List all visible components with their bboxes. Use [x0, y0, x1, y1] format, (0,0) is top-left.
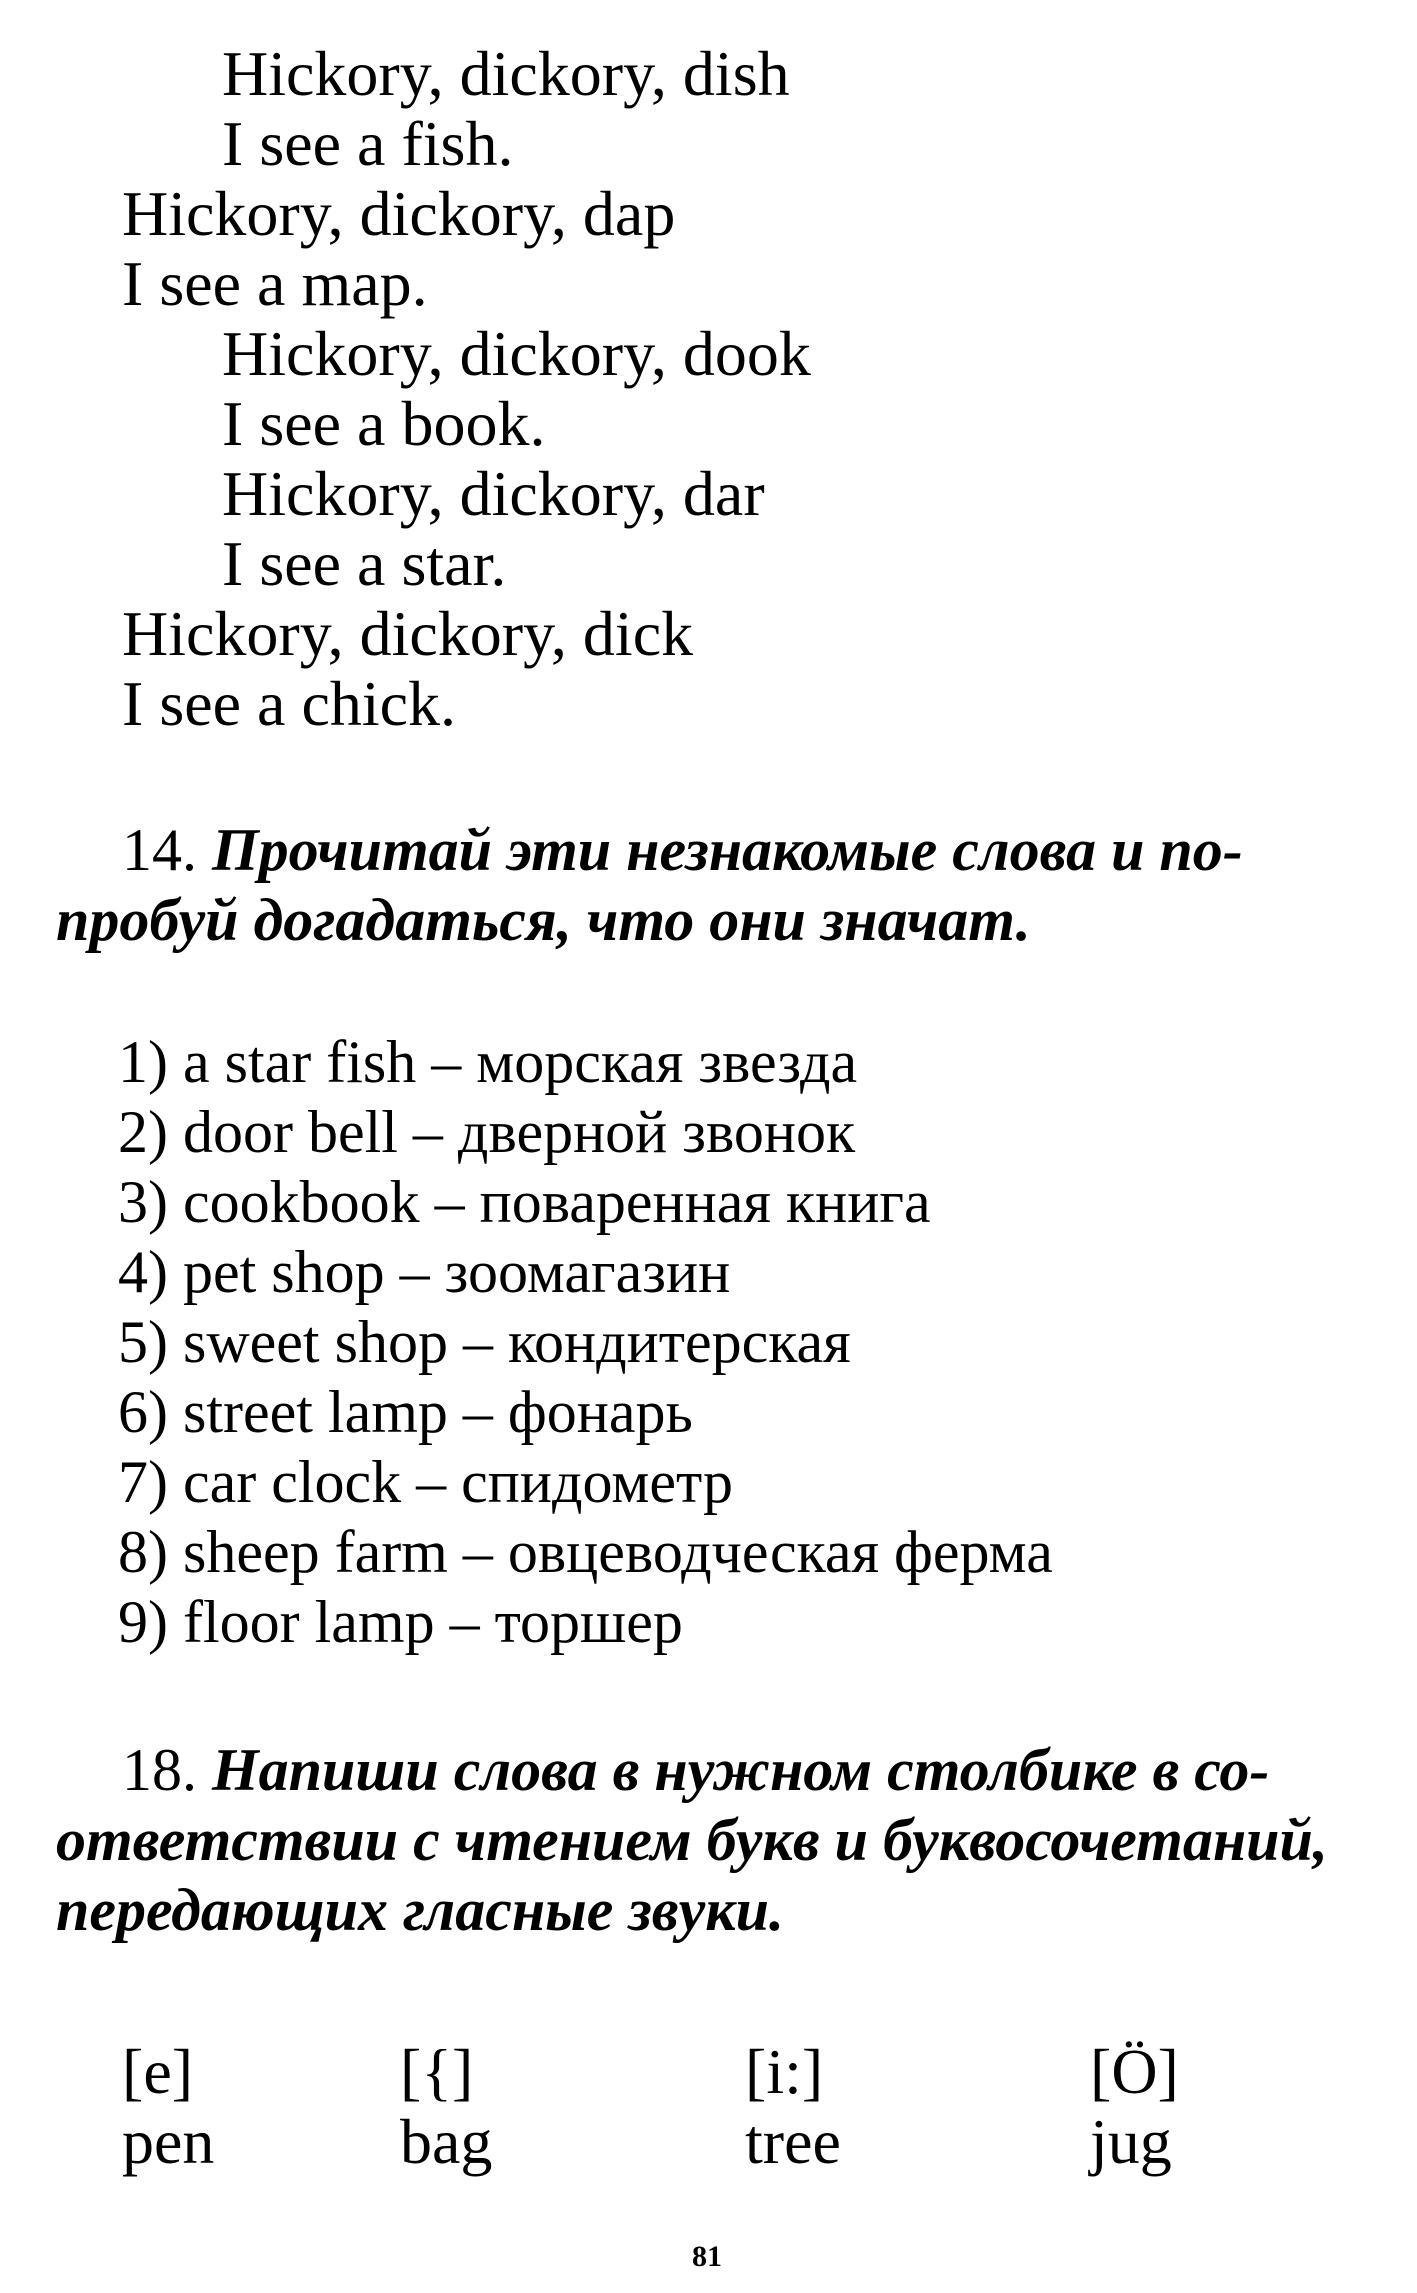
exercise-number: 14.	[122, 817, 197, 883]
list-item: 9) floor lamp – торшер	[118, 1589, 683, 1655]
column-word: jug	[1090, 2106, 1172, 2177]
instruction-line: пробуй догадаться, что они значат.	[56, 887, 1031, 953]
list-item: 6) street lamp – фонарь	[118, 1379, 693, 1445]
column-sound: [e]	[122, 2036, 194, 2107]
column-word: pen	[122, 2106, 215, 2177]
poem-line: I see a star.	[222, 528, 507, 599]
instruction-line: ответствии с чтением букв и буквосочетаний,	[56, 1807, 1328, 1873]
poem-line: I see a fish.	[222, 108, 514, 179]
list-item: 7) car clock – спидометр	[118, 1449, 733, 1515]
exercise-number: 18.	[122, 1737, 197, 1803]
column-word: bag	[400, 2106, 493, 2177]
list-item: 3) cookbook – поваренная книга	[118, 1169, 931, 1235]
page-number: 81	[692, 2240, 722, 2273]
poem-line: Hickory, dickory, dook	[222, 318, 811, 389]
exercise-14-instruction	[122, 817, 1243, 883]
poem-line: Hickory, dickory, dick	[122, 598, 694, 669]
column-sound: [i:]	[745, 2036, 824, 2107]
instruction-line: передающих гласные звуки.	[56, 1877, 785, 1943]
poem-line: I see a map.	[122, 248, 428, 319]
exercise-18-instruction	[122, 1737, 1270, 1803]
list-item: 2) door bell – дверной звонок	[118, 1099, 856, 1165]
poem-line: I see a chick.	[122, 668, 457, 739]
column-sound: [{]	[400, 2036, 474, 2107]
list-item: 8) sheep farm – овцеводческая ферма	[118, 1519, 1053, 1585]
list-item: 5) sweet shop – кондитерская	[118, 1309, 851, 1375]
instruction-line: Прочитай эти незнакомые слова и по-	[212, 817, 1243, 883]
column-word: tree	[745, 2106, 841, 2177]
poem-line: Hickory, dickory, dap	[122, 178, 676, 249]
column-sound: [Ö]	[1090, 2036, 1179, 2107]
poem-line: I see a book.	[222, 388, 546, 459]
poem-line: Hickory, dickory, dish	[222, 38, 790, 109]
list-item: 1) a star fish – морская звезда	[118, 1029, 858, 1095]
list-item: 4) pet shop – зоомагазин	[118, 1239, 731, 1305]
poem-line: Hickory, dickory, dar	[222, 458, 765, 529]
instruction-line: Напиши слова в нужном столбике в со-	[212, 1737, 1270, 1803]
